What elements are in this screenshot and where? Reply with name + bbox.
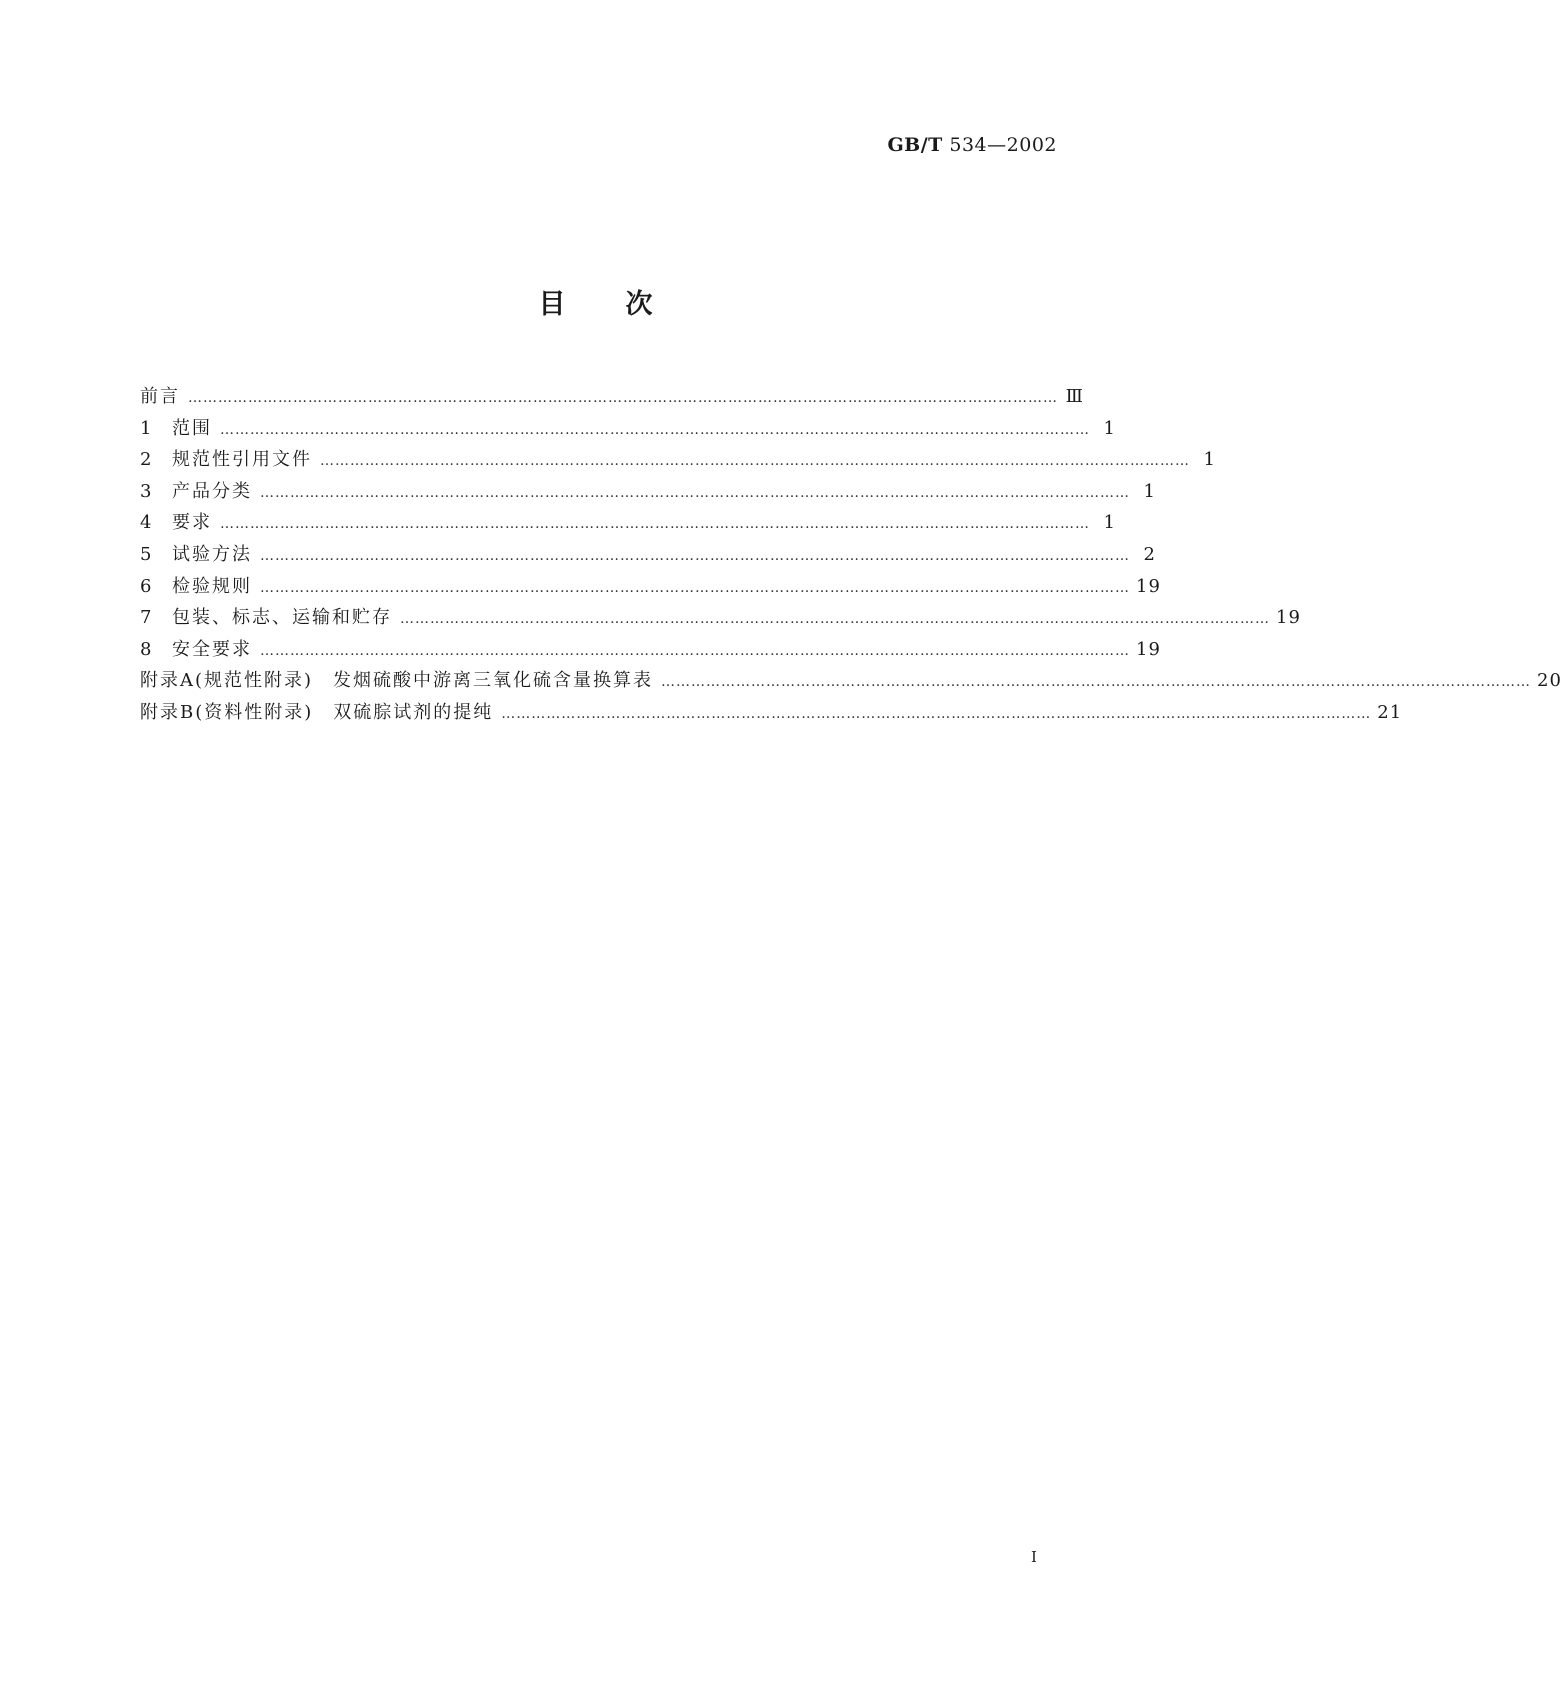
toc-leader-dots: …………………………………………………………………………………………………………………………………………………………: [400, 611, 1270, 628]
toc-leader-dots: …………………………………………………………………………………………………………………………………………………………: [501, 705, 1372, 722]
toc-page-number: 2: [1143, 543, 1156, 565]
toc-page-number: 19: [1136, 575, 1161, 597]
toc-leader-dots: …………………………………………………………………………………………………………………………………………………………: [320, 453, 1190, 470]
toc-entry-appendix-a[interactable]: [140, 666, 1562, 698]
toc-entry-2[interactable]: [140, 445, 1216, 477]
toc-entry-7[interactable]: [140, 603, 1301, 635]
toc-entry-number: 3: [140, 480, 154, 502]
toc-leader-dots: …………………………………………………………………………………………………………………………………………………………: [188, 390, 1058, 406]
toc-entry-label: 安全要求: [172, 638, 252, 660]
standard-number: 534—2002: [949, 134, 1057, 156]
toc-entry-number: 2: [140, 449, 154, 471]
toc-entry-6[interactable]: [140, 572, 1161, 604]
toc-page-number: 1: [1103, 417, 1116, 439]
toc-entry-label: 包装、标志、运输和贮存: [172, 607, 392, 629]
page-number-footer: Ⅰ: [1031, 1548, 1037, 1566]
toc-page-number: 1: [1203, 449, 1216, 471]
toc-entry-label: 附录B(资料性附录) 双硫腙试剂的提纯: [140, 701, 494, 723]
toc-page-number: 1: [1143, 480, 1156, 502]
toc-leader-dots: …………………………………………………………………………………………………………………………………………………………: [260, 642, 1130, 659]
toc-entry-number: 4: [140, 512, 154, 534]
toc-entry-label: 前言: [140, 386, 180, 407]
toc-entry-label: 产品分类: [172, 480, 252, 502]
page-title: 目次: [538, 289, 713, 320]
toc-leader-dots: …………………………………………………………………………………………………………………………………………………………: [220, 421, 1090, 438]
toc-entry-label: 试验方法: [172, 543, 252, 565]
toc-entry-appendix-b[interactable]: [140, 698, 1403, 730]
toc-entry-label: 检验规则: [172, 575, 252, 597]
toc-entry-number: 8: [140, 638, 154, 660]
toc-entry-label: 范围: [172, 417, 212, 439]
toc-page-number: 19: [1276, 607, 1301, 629]
toc-page-number: 19: [1136, 638, 1161, 660]
toc-leader-dots: …………………………………………………………………………………………………………………………………………………………: [260, 484, 1130, 501]
toc-entry-4[interactable]: [140, 508, 1116, 540]
toc-entry-number: 1: [140, 417, 154, 439]
toc-entry-1[interactable]: [140, 414, 1116, 446]
toc-page-number: 20: [1537, 670, 1562, 692]
toc-entry-label: 附录A(规范性附录) 发烟硫酸中游离三氧化硫含量换算表: [140, 670, 654, 692]
toc-page-number: 21: [1377, 701, 1403, 723]
toc-leader-dots: …………………………………………………………………………………………………………………………………………………………: [260, 547, 1130, 564]
toc-entry-number: 6: [140, 575, 154, 597]
toc-leader-dots: …………………………………………………………………………………………………………………………………………………………: [220, 516, 1090, 533]
table-of-contents: [140, 382, 1562, 730]
toc-entry-number: 7: [140, 607, 154, 629]
toc-entry-label: 要求: [172, 512, 212, 534]
standard-prefix: GB/T: [887, 134, 943, 156]
toc-entry-3[interactable]: [140, 477, 1156, 509]
toc-leader-dots: …………………………………………………………………………………………………………………………………………………………: [260, 579, 1130, 596]
toc-page-number: Ⅲ: [1065, 386, 1084, 407]
toc-entry-foreword[interactable]: [140, 382, 1084, 414]
toc-page-number: 1: [1103, 512, 1116, 534]
toc-entry-5[interactable]: [140, 540, 1156, 572]
standard-code: [887, 134, 1057, 156]
toc-entry-8[interactable]: [140, 635, 1161, 667]
toc-entry-number: 5: [140, 543, 154, 565]
toc-leader-dots: …………………………………………………………………………………………………………………………………………………………: [661, 674, 1532, 691]
toc-entry-label: 规范性引用文件: [172, 449, 312, 471]
